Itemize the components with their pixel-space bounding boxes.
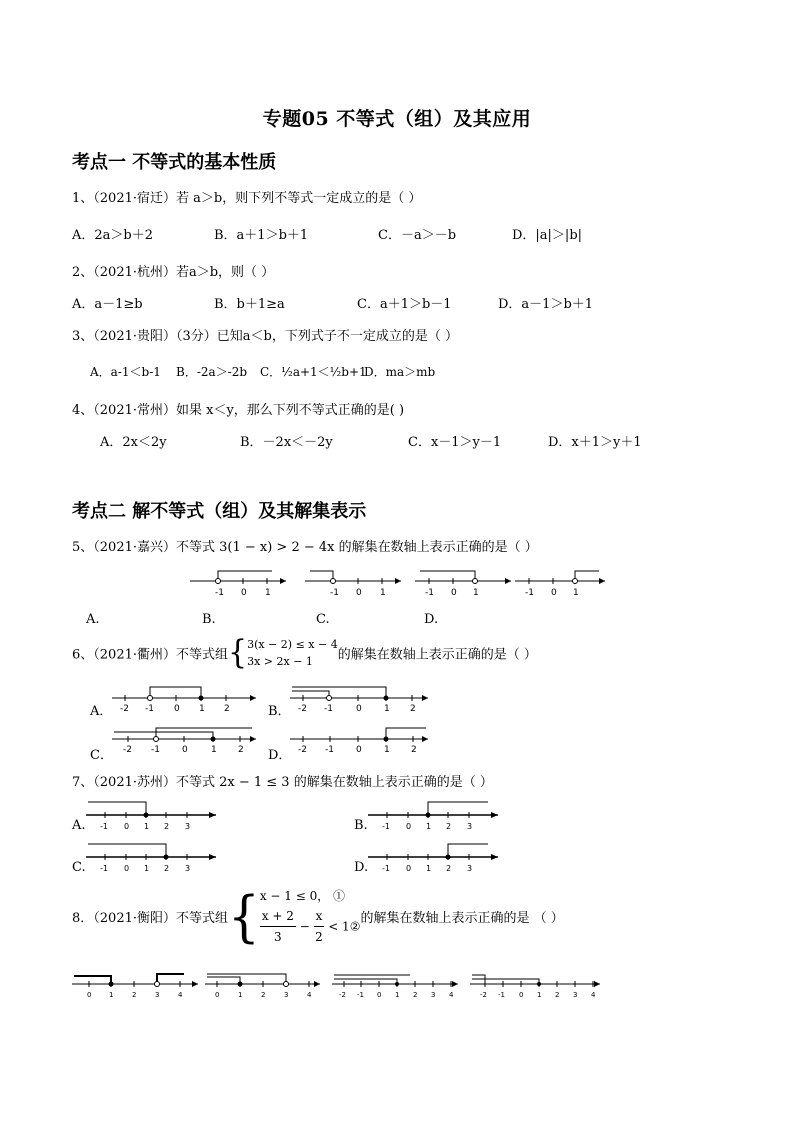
q8-minus: − xyxy=(295,919,314,934)
q6b-tick-label: 2 xyxy=(410,704,416,714)
q6b-tick-label: -2 xyxy=(298,704,307,714)
q6-ineq-2: 3x > 2x − 1 xyxy=(247,655,313,668)
q7-number-line-c xyxy=(86,840,221,874)
q8-frac-1-den: 3 xyxy=(274,930,282,944)
q8b-tick-label: 2 xyxy=(261,991,266,999)
q5a-tick-label: -1 xyxy=(215,588,224,598)
q6b-tick-label: 1 xyxy=(384,704,390,714)
q4-option-d: D．x＋1＞y＋1 xyxy=(548,435,642,450)
q6-system xyxy=(247,636,338,670)
q5b-tick-label: 0 xyxy=(356,588,362,598)
q7a-tick-label: 2 xyxy=(164,822,170,831)
q2-option-c: C．a＋1＞b－1 xyxy=(357,297,452,312)
q8b-tick-label: 1 xyxy=(238,991,243,999)
q5a-tick-label: 1 xyxy=(265,588,271,598)
q6d-tick-label: -2 xyxy=(298,745,307,755)
q6-prefix: 6、（2021·衢州）不等式组 xyxy=(72,647,228,663)
q4-option-c: C．x－1＞y－1 xyxy=(408,435,502,450)
q6-label-b: B． xyxy=(268,704,291,719)
q7a-tick-label: 3 xyxy=(185,822,191,831)
q8d-tick-label: 4 xyxy=(591,991,596,999)
q8d-tick-label: 2 xyxy=(555,991,560,999)
question-8-stem xyxy=(72,886,564,947)
q7-label-c: C. xyxy=(72,860,86,875)
q8-ineq-2 xyxy=(260,906,361,947)
q7b-tick-label: 1 xyxy=(426,822,432,831)
q6-label-a: A． xyxy=(90,704,113,719)
q8d-tick-label: -2 xyxy=(480,991,487,999)
q8c-tick-label: 4 xyxy=(449,991,454,999)
q8-number-line-b xyxy=(205,970,325,1000)
q6-ineq-1: 3(x − 2) ≤ x − 4 xyxy=(247,638,338,651)
q6-suffix: 的解集在数轴上表示正确的是（ ） xyxy=(337,647,537,663)
q1-option-d: D．|a|＞|b| xyxy=(512,228,583,243)
q6b-tick-label: -1 xyxy=(324,704,333,714)
q8-frac-1-num: x + 2 xyxy=(260,906,296,927)
q7-number-line-b xyxy=(368,798,503,832)
q5d-tick-label: 0 xyxy=(551,588,557,598)
q6c-tick-label: 0 xyxy=(182,745,188,755)
q8a-tick-label: 3 xyxy=(155,991,160,999)
q7b-tick-label: -1 xyxy=(382,822,390,831)
q8-tail: < 1② xyxy=(324,919,361,934)
q7a-tick-label: 1 xyxy=(144,822,150,831)
q6-number-line-a xyxy=(112,683,262,715)
q6a-tick-label: 2 xyxy=(224,704,230,714)
q6a-tick-label: 0 xyxy=(174,704,180,714)
q7d-tick-label: 1 xyxy=(426,864,432,873)
q5-label-a: A. xyxy=(86,612,100,627)
q8-brace: { xyxy=(228,884,260,949)
q6-label-d: D． xyxy=(268,748,292,763)
q6d-tick-label: 1 xyxy=(384,745,390,755)
q8d-tick-label: 1 xyxy=(537,991,542,999)
q8-frac-2-den: 2 xyxy=(315,930,323,944)
q7-label-a: A. xyxy=(72,818,86,833)
question-6-stem xyxy=(72,633,537,672)
q8b-tick-label: 4 xyxy=(307,991,312,999)
q1-option-b: B．a＋1＞b＋1 xyxy=(214,228,309,243)
q7c-tick-label: 2 xyxy=(164,864,170,873)
q8-frac-1 xyxy=(260,906,296,947)
q7c-tick-label: 0 xyxy=(124,864,130,873)
q2-option-a: A．a－1≥b xyxy=(72,297,143,312)
q7a-tick-label: -1 xyxy=(100,822,108,831)
q8-number-line-a xyxy=(72,970,202,1000)
q8c-tick-label: 1 xyxy=(395,991,400,999)
q7d-tick-label: 2 xyxy=(446,864,452,873)
q5-number-line-c xyxy=(415,565,515,600)
q3-option-b: B．-2a＞-2b xyxy=(176,365,248,379)
page-title: 专题05 不等式（组）及其应用 xyxy=(262,108,532,130)
q7-number-line-a xyxy=(86,798,221,832)
q8a-tick-label: 0 xyxy=(87,991,92,999)
q7d-tick-label: 0 xyxy=(406,864,412,873)
q4-option-a: A．2x＜2y xyxy=(100,435,167,450)
q5b-tick-label: -1 xyxy=(330,588,339,598)
q8-frac-2 xyxy=(314,906,325,947)
section-heading-2: 考点二 解不等式（组）及其解集表示 xyxy=(72,501,367,522)
q5a-tick-label: 0 xyxy=(241,588,247,598)
q5-number-line-b xyxy=(305,565,405,600)
q8-suffix: 的解集在数轴上表示正确的是 （ ） xyxy=(360,911,564,926)
q6-brace: { xyxy=(228,633,248,672)
question-2-stem: 2、（2021·杭州）若a＞b，则（ ） xyxy=(72,265,275,280)
q2-option-d: D．a－1＞b＋1 xyxy=(498,297,594,312)
q8-prefix: 8．（2021·衡阳）不等式组 xyxy=(72,911,228,926)
q6d-tick-label: 2 xyxy=(411,745,417,755)
q6a-tick-label: 1 xyxy=(199,704,205,714)
q8d-tick-label: 3 xyxy=(573,991,578,999)
q2-option-b: B．b＋1≥a xyxy=(214,297,285,312)
q8c-tick-label: 2 xyxy=(413,991,418,999)
q3-option-c: C．½a+1＜½b+1 xyxy=(260,365,367,379)
q7c-tick-label: 3 xyxy=(185,864,191,873)
q8a-tick-label: 2 xyxy=(132,991,137,999)
q8a-tick-label: 1 xyxy=(109,991,114,999)
q4-option-b: B．－2x＜－2y xyxy=(240,435,333,450)
q5-number-line-a xyxy=(190,565,290,600)
question-1-stem: 1、（2021·宿迁）若 a＞b，则下列不等式一定成立的是（ ） xyxy=(72,191,422,206)
q6a-tick-label: -2 xyxy=(120,704,129,714)
q8b-tick-label: 3 xyxy=(284,991,289,999)
q7-label-b: B. xyxy=(354,818,368,833)
q6b-tick-label: 0 xyxy=(356,704,362,714)
q8-frac-2-num: x xyxy=(314,906,325,927)
q6-number-line-b xyxy=(290,683,440,715)
q5-number-line-d xyxy=(515,565,610,600)
q6-number-line-d xyxy=(290,724,440,756)
q8b-tick-label: 0 xyxy=(215,991,220,999)
q8-system xyxy=(260,886,361,947)
q5-label-c: C. xyxy=(316,612,330,627)
q7b-tick-label: 3 xyxy=(467,822,473,831)
q6c-tick-label: 1 xyxy=(211,745,217,755)
q6-number-line-c xyxy=(112,724,262,756)
q8-ineq-1: x − 1 ≤ 0， ① xyxy=(259,889,346,903)
q3-option-a: A．a-1＜b-1 xyxy=(90,365,161,379)
q1-option-a: A．2a＞b＋2 xyxy=(72,228,154,243)
q8-number-line-d xyxy=(470,970,605,1000)
q5-label-d: D. xyxy=(424,612,439,627)
question-7-stem: 7、（2021·苏州）不等式 2x − 1 ≤ 3 的解集在数轴上表示正确的是（ ） xyxy=(72,775,493,790)
q8c-tick-label: -2 xyxy=(339,991,346,999)
q1-option-c: C．－a＞－b xyxy=(378,228,457,243)
q8c-tick-label: 0 xyxy=(377,991,382,999)
q6-label-c: C． xyxy=(90,748,113,763)
q6d-tick-label: 0 xyxy=(356,745,362,755)
q6c-tick-label: 2 xyxy=(238,745,244,755)
q5c-tick-label: 1 xyxy=(473,588,479,598)
q5d-tick-label: -1 xyxy=(525,588,534,598)
question-4-stem: 4、（2021·常州）如果 x＜y，那么下列不等式正确的是( ) xyxy=(72,403,405,418)
q7a-tick-label: 0 xyxy=(124,822,130,831)
q6c-tick-label: -2 xyxy=(123,745,132,755)
q8c-tick-label: 3 xyxy=(431,991,436,999)
q5-label-b: B. xyxy=(202,612,216,627)
q5c-tick-label: 0 xyxy=(451,588,457,598)
q5b-tick-label: 1 xyxy=(380,588,386,598)
section-heading-1: 考点一 不等式的基本性质 xyxy=(72,152,277,173)
q7d-tick-label: -1 xyxy=(382,864,390,873)
q7b-tick-label: 2 xyxy=(446,822,452,831)
q3-option-d: D．ma＞mb xyxy=(364,365,436,379)
q8-number-line-c xyxy=(332,970,462,1000)
q7c-tick-label: 1 xyxy=(144,864,150,873)
q6c-tick-label: -1 xyxy=(151,745,160,755)
q7b-tick-label: 0 xyxy=(406,822,412,831)
q8d-tick-label: -1 xyxy=(498,991,505,999)
q7d-tick-label: 3 xyxy=(467,864,473,873)
q7-number-line-d xyxy=(368,840,503,874)
q8d-tick-label: 0 xyxy=(519,991,524,999)
q8a-tick-label: 4 xyxy=(178,991,183,999)
q8c-tick-label: -1 xyxy=(357,991,364,999)
q7c-tick-label: -1 xyxy=(100,864,108,873)
q5c-tick-label: -1 xyxy=(425,588,434,598)
q5d-tick-label: 1 xyxy=(573,588,579,598)
q7-label-d: D. xyxy=(354,860,369,875)
question-3-stem: 3、（2021·贵阳）（3分）已知a＜b，下列式子不一定成立的是（ ） xyxy=(72,329,458,344)
q6d-tick-label: -1 xyxy=(325,745,334,755)
question-5-stem: 5、（2021·嘉兴）不等式 3(1 − x) > 2 − 4x 的解集在数轴上表示正确的是（ ） xyxy=(72,540,538,555)
q6a-tick-label: -1 xyxy=(145,704,154,714)
